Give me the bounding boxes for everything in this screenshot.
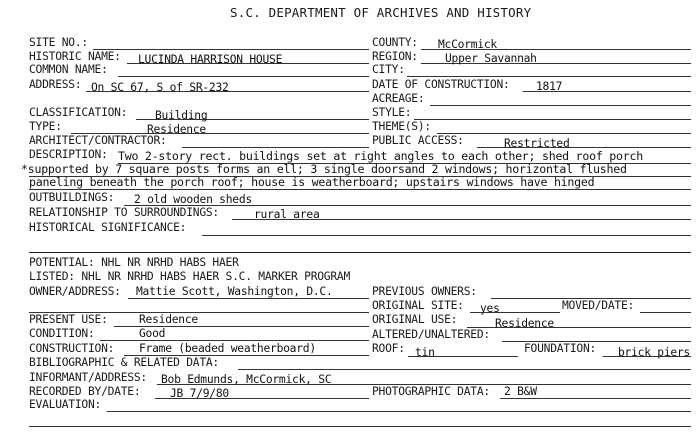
county-value: McCormick bbox=[438, 38, 497, 51]
foundation-line bbox=[603, 356, 691, 357]
owner-line bbox=[128, 298, 369, 299]
previous-owners-label: PREVIOUS OWNERS: bbox=[372, 285, 477, 298]
page-title: S.C. DEPARTMENT OF ARCHIVES AND HISTORY bbox=[230, 5, 532, 20]
address-label: ADDRESS: bbox=[29, 78, 82, 91]
public-access-value: Restricted bbox=[504, 137, 570, 150]
themes-line bbox=[437, 133, 691, 134]
condition-label: CONDITION: bbox=[29, 327, 95, 340]
original-use-value: Residence bbox=[495, 317, 554, 330]
date-of-construction-value: 1817 bbox=[536, 80, 563, 93]
bibliographic-label: BIBLIOGRAPHIC & RELATED DATA: bbox=[29, 356, 219, 369]
original-site-value: yes bbox=[480, 302, 500, 315]
informant-label: INFORMANT/ADDRESS: bbox=[29, 371, 147, 384]
foundation-label: FOUNDATION: bbox=[524, 342, 597, 355]
description-underline-3 bbox=[29, 189, 691, 190]
city-line bbox=[407, 76, 691, 77]
style-label: STYLE: bbox=[372, 106, 412, 119]
construction-value: Frame (beaded weatherboard) bbox=[139, 342, 316, 355]
original-use-label: ORIGINAL USE: bbox=[372, 313, 458, 326]
region-value: Upper Savannah bbox=[445, 52, 537, 65]
common-name-label: COMMON NAME: bbox=[29, 63, 108, 76]
moved-date-label: MOVED/DATE: bbox=[562, 299, 635, 312]
recorded-by-line bbox=[155, 398, 369, 399]
relationship-value: rural area bbox=[254, 208, 320, 221]
photographic-data-line bbox=[500, 398, 691, 399]
condition-line bbox=[100, 340, 369, 341]
classification-label: CLASSIFICATION: bbox=[29, 106, 128, 119]
architect-line bbox=[182, 147, 369, 148]
significance-label: HISTORICAL SIGNIFICANCE: bbox=[29, 221, 187, 234]
description-line-2: *supported by 7 square posts forms an ell; 3 single doorsand 2 windows; horizontal flushed bbox=[21, 162, 627, 176]
description-line-3: paneling beneath the porch roof; house is weatherboard; upstairs windows have hinged bbox=[29, 175, 595, 189]
style-line bbox=[414, 119, 691, 120]
altered-label: ALTERED/UNALTERED: bbox=[372, 328, 490, 341]
original-site-line bbox=[470, 312, 560, 313]
outbuildings-value: 2 old wooden sheds bbox=[134, 193, 252, 206]
moved-date-line bbox=[640, 312, 691, 313]
public-access-label: PUBLIC ACCESS: bbox=[372, 134, 464, 147]
recorded-by-label: RECORDED BY/DATE: bbox=[29, 385, 141, 398]
site-no-label: SITE NO.: bbox=[29, 36, 88, 49]
original-use-line bbox=[467, 327, 691, 328]
themes-label: THEME(S): bbox=[372, 120, 431, 133]
evaluation-label: EVALUATION: bbox=[29, 398, 102, 411]
relationship-line bbox=[232, 219, 691, 220]
bibliographic-line bbox=[238, 369, 691, 370]
recorded-by-value: JB 7/9/80 bbox=[170, 387, 229, 400]
acreage-label: ACREAGE: bbox=[372, 92, 425, 105]
outbuildings-label: OUTBUILDINGS: bbox=[29, 191, 115, 204]
significance-line bbox=[202, 235, 691, 236]
site-no-line bbox=[93, 49, 369, 50]
evaluation-line bbox=[107, 411, 691, 412]
section-divider bbox=[29, 252, 691, 253]
potential-row: POTENTIAL: NHL NR NRHD HABS HAER bbox=[29, 256, 239, 269]
photographic-data-value: 2 B&W bbox=[504, 385, 537, 398]
type-value: Residence bbox=[147, 123, 206, 136]
evaluation-line-2 bbox=[29, 426, 691, 427]
classification-value: Building bbox=[155, 109, 208, 122]
region-label: REGION: bbox=[372, 50, 418, 63]
date-of-construction-label: DATE OF CONSTRUCTION: bbox=[372, 78, 510, 91]
present-use-label: PRESENT USE: bbox=[29, 313, 108, 326]
listed-row: LISTED: NHL NR NRHD HABS HAER S.C. MARKER PROGRAM bbox=[29, 270, 351, 283]
address-value: On SC 67, S of SR-232 bbox=[91, 81, 229, 94]
construction-label: CONSTRUCTION: bbox=[29, 342, 115, 355]
foundation-value: brick piers bbox=[618, 346, 691, 359]
type-label: TYPE: bbox=[29, 120, 62, 133]
roof-value: tin bbox=[415, 346, 435, 359]
roof-label: ROOF: bbox=[372, 342, 405, 355]
city-label: CITY: bbox=[372, 63, 405, 76]
informant-value: Bob Edmunds, McCormick, SC bbox=[161, 373, 332, 386]
photographic-data-label: PHOTOGRAPHIC DATA: bbox=[372, 385, 490, 398]
description-line-1: Two 2-story rect. buildings set at right angles to each other; shed roof porch bbox=[118, 149, 643, 163]
original-site-label: ORIGINAL SITE: bbox=[372, 299, 464, 312]
description-label: DESCRIPTION: bbox=[29, 148, 108, 161]
present-use-value: Residence bbox=[139, 313, 198, 326]
owner-label: OWNER/ADDRESS: bbox=[29, 285, 121, 298]
historic-name-label: HISTORIC NAME: bbox=[29, 50, 121, 63]
historic-name-value: LUCINDA HARRISON HOUSE bbox=[138, 53, 283, 66]
roof-line bbox=[408, 356, 518, 357]
relationship-label: RELATIONSHIP TO SURROUNDINGS: bbox=[29, 206, 219, 219]
county-label: COUNTY: bbox=[372, 36, 418, 49]
owner-value: Mattie Scott, Washington, D.C. bbox=[136, 285, 333, 298]
common-name-line bbox=[118, 76, 369, 77]
architect-label: ARCHITECT/CONTRACTOR: bbox=[29, 134, 167, 147]
condition-value: Good bbox=[139, 327, 166, 340]
acreage-line bbox=[430, 105, 691, 106]
